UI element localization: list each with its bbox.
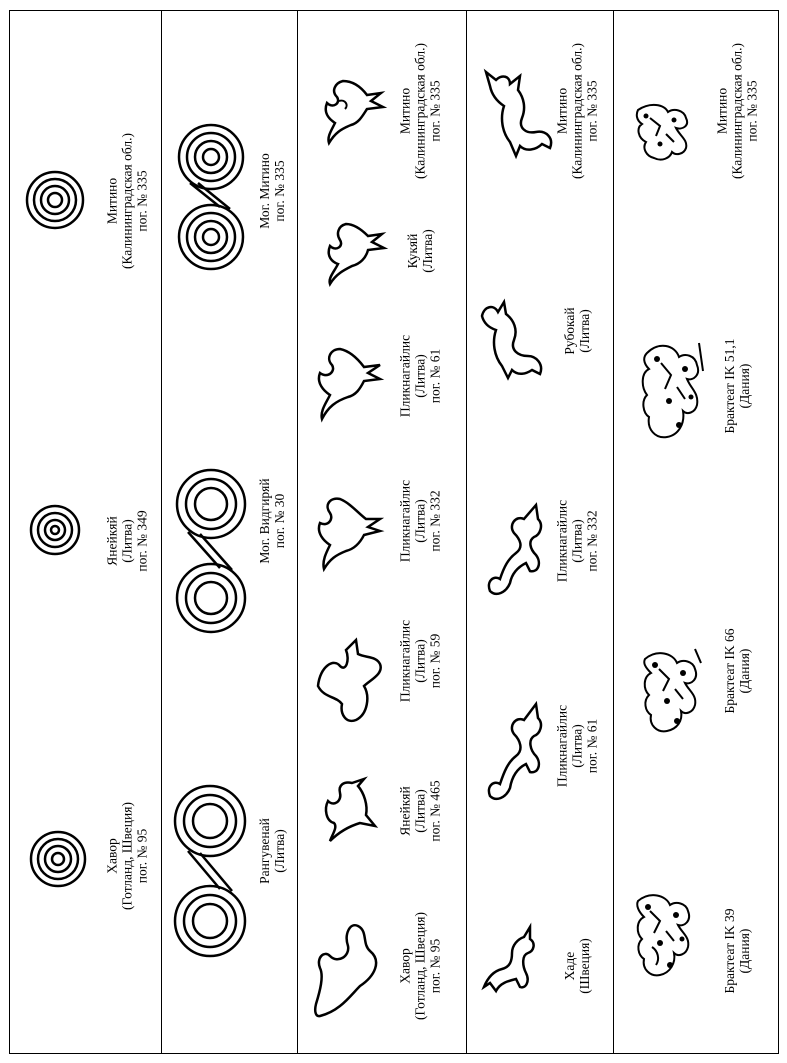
animal-figure-icon [474,294,554,384]
bird-figure-icon [310,916,390,1031]
caption-r3-3: Пликнагайлис (Литва) пог. № 59 [397,619,443,703]
double-spiral-icon [172,466,250,636]
bird-figure-icon [308,341,388,431]
caption-r3-6: Кукяй (Литва) [405,229,435,273]
figure-plate [9,10,779,1054]
bird-figure-icon [318,216,388,291]
caption-r3-2: Янейкяй (Литва) пог. № 465 [397,780,443,842]
caption-r3-1: Хавор (Готланд, Швеция) пог. № 95 [397,912,443,1020]
caption-r4-1: Хаде (Швеция) [562,938,592,994]
caption-r1-3: Митино (Калининградская обл.) пог. № 335 [104,132,150,270]
caption-r1-2: Янейкяй (Литва) пог. № 349 [104,510,150,572]
bird-figure-icon [310,636,385,726]
caption-r5-2: Брактеат IK 66 (Дания) [722,628,752,714]
animal-figure-icon [480,501,548,601]
animal-figure-icon [480,696,548,806]
bird-figure-icon [310,489,388,579]
bird-figure-icon [320,771,382,851]
bracteate-figure-icon [635,641,707,741]
caption-r3-5: Пликнагайлис (Литва) пог. № 61 [397,334,443,418]
double-spiral-icon [170,781,250,961]
concentric-circles-icon [28,829,88,889]
concentric-circles-icon [24,169,86,231]
row-divider-4 [613,11,614,1053]
concentric-circles-icon [28,503,82,557]
bird-figure-icon [315,73,391,151]
caption-r4-4: Рубокай (Литва) [562,307,592,355]
caption-r2-1: Рангувенай (Литва) [257,818,287,884]
caption-r5-3: Брактеат IK 51,1 (Дания) [722,338,752,434]
caption-r2-3: Мог. Митино пог. № 335 [257,153,287,229]
animal-figure-icon [478,921,540,996]
row-divider-2 [297,11,298,1053]
bracteate-figure-icon [635,331,710,456]
caption-r3-7: Митино (Калининградская обл.) пог. № 335 [397,42,443,180]
caption-r4-3: Пликнагайлис (Литва) пог. № 332 [554,499,600,583]
caption-r4-5: Митино (Калининградская обл.) пог. № 335 [554,42,600,180]
animal-figure-icon [480,66,560,161]
caption-r5-1: Брактеат IK 39 (Дания) [722,908,752,994]
caption-r4-2: Пликнагайлис (Литва) пог. № 61 [554,704,600,788]
caption-r1-1: Хавор (Готланд, Швеция) пог. № 95 [104,802,150,910]
double-spiral-icon [172,123,250,273]
bracteate-figure-icon [630,881,700,991]
bracteate-figure-icon [630,96,702,166]
caption-r2-2: Мог. Видгиряй пог. № 30 [257,478,287,564]
row-divider-3 [466,11,467,1053]
row-divider-1 [161,11,162,1053]
caption-r5-4: Митино (Калининградская обл.) пог. № 335 [714,42,760,180]
caption-r3-4: Пликнагайлис (Литва) пог. № 332 [397,479,443,563]
